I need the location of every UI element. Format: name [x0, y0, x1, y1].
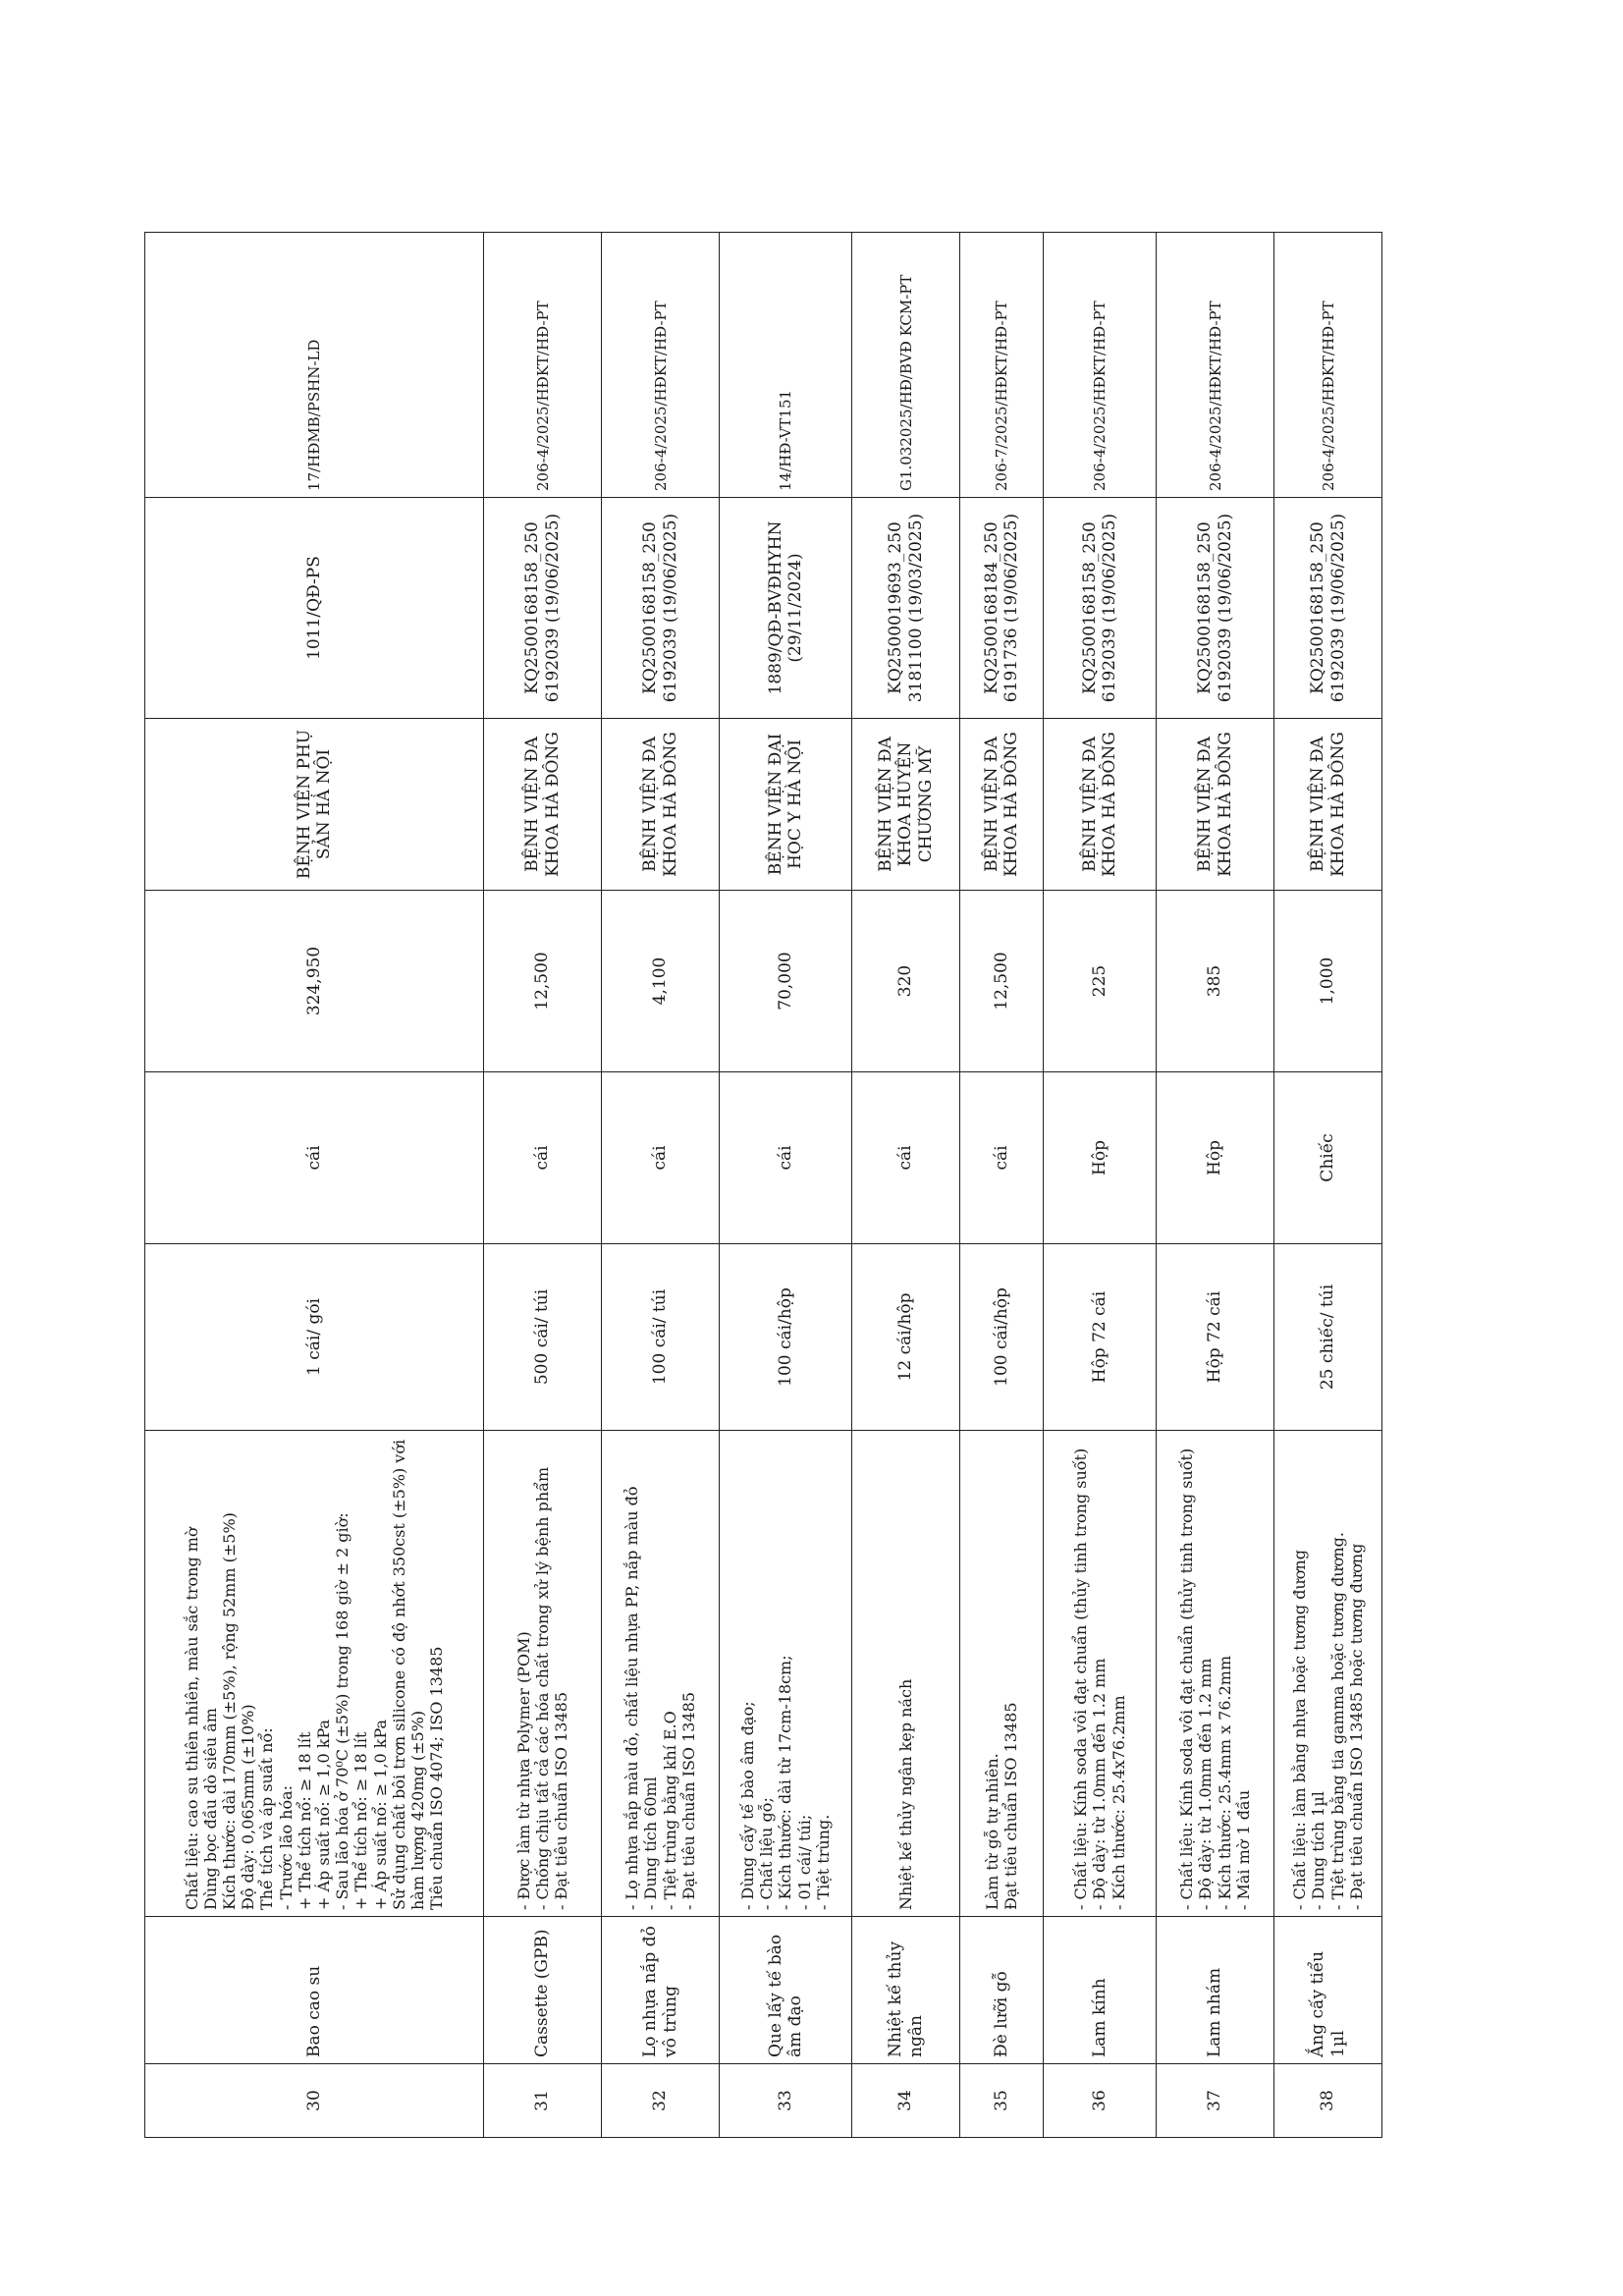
description-line: - Được làm từ nhựa Polymer (POM): [514, 1631, 533, 1910]
description-cell: [960, 1431, 1044, 1917]
hospital-cell: BỆNH VIỆN ĐA KHOA HÀ ĐÔNG: [1044, 719, 1157, 891]
contract-cell: 14/HĐ-VT151: [720, 233, 852, 498]
description-cell: [1274, 1431, 1382, 1917]
description-line: - Mài mờ 1 đầu: [1233, 1789, 1253, 1910]
description-line: + Thể tích nổ: ≥ 18 lít: [352, 1731, 371, 1910]
description-cell: [602, 1431, 720, 1917]
unit-cell: cái: [145, 1072, 484, 1244]
hospital-cell: BỆNH VIỆN PHỤ SẢN HÀ NỘI: [145, 719, 484, 891]
contract-cell: 206-4/2025/HĐKT/HĐ-PT: [1044, 233, 1157, 498]
table-row: [1044, 233, 1157, 2138]
contract-cell: 17/HĐMB/PSHN-LD: [145, 233, 484, 498]
hospital-cell: BỆNH VIỆN ĐA KHOA HÀ ĐÔNG: [1274, 719, 1382, 891]
description-line: - Dùng cấy tế bào âm đạo;: [738, 1701, 758, 1910]
unit-cell: cái: [484, 1072, 602, 1244]
table-row: [484, 233, 602, 2138]
stt-cell: 36: [1044, 2064, 1157, 2138]
packing-cell: 1 cái/ gói: [145, 1244, 484, 1431]
description-line: + Áp suất nổ: ≥ 1,0 kPa: [370, 1719, 390, 1910]
packing-cell: 500 cái/ túi: [484, 1244, 602, 1431]
quantity-cell: 324,950: [145, 891, 484, 1072]
packing-cell: 25 chiếc/ túi: [1274, 1244, 1382, 1431]
description-line: - Độ dày: từ 1.0mm đến 1.2 mm: [1196, 1658, 1216, 1910]
quantity-cell: 12,500: [484, 891, 602, 1072]
packing-cell: 12 cái/hộp: [852, 1244, 960, 1431]
decision-cell: KQ2500168158_250 6192039 (19/06/2025): [484, 498, 602, 719]
hospital-cell: BỆNH VIỆN ĐA KHOA HÀ ĐÔNG: [960, 719, 1044, 891]
packing-cell: Hộp 72 cái: [1044, 1244, 1157, 1431]
table-row: [852, 233, 960, 2138]
product-name-cell: Que lấy tế bào âm đạo: [720, 1917, 852, 2064]
description-line: Đạt tiêu chuẩn ISO 13485: [1001, 1702, 1020, 1910]
decision-cell: KQ2500168184_250 6191736 (19/06/2025): [960, 498, 1044, 719]
hospital-cell: BỆNH VIỆN ĐA KHOA HÀ ĐÔNG: [1157, 719, 1274, 891]
contract-cell: 206-4/2025/HĐKT/HĐ-PT: [602, 233, 720, 498]
table-row: [145, 233, 484, 2138]
unit-cell: cái: [602, 1072, 720, 1244]
decision-cell: KQ2500019693_250 3181100 (19/03/2025): [852, 498, 960, 719]
product-table: [144, 232, 1382, 2138]
table-row: [960, 233, 1044, 2138]
decision-cell: KQ2500168158_250 6192039 (19/06/2025): [1044, 498, 1157, 719]
description-line: - 01 cái/ túi;: [794, 1814, 814, 1910]
product-name-cell: Lam nhám: [1157, 1917, 1274, 2064]
quantity-cell: 1,000: [1274, 891, 1382, 1072]
stt-cell: 37: [1157, 2064, 1274, 2138]
product-name-cell: Ắng cấy tiểu 1µl: [1274, 1917, 1382, 2064]
description-line: - Tiệt trùng bằng tia gamma hoặc tương đương.: [1327, 1532, 1347, 1910]
contract-cell: 206-4/2025/HĐKT/HĐ-PT: [1157, 233, 1274, 498]
table-row: [720, 233, 852, 2138]
stt-cell: 34: [852, 2064, 960, 2138]
description-line: - Đạt tiêu chuẩn ISO 13485 hoặc tương đương: [1346, 1543, 1366, 1910]
decision-cell: KQ2500168158_250 6192039 (19/06/2025): [1274, 498, 1382, 719]
hospital-cell: BỆNH VIỆN ĐA KHOA HUYỆN CHƯƠNG MỸ: [852, 719, 960, 891]
product-name-cell: Lam kính: [1044, 1917, 1157, 2064]
description-line: - Dung tích 1µl: [1309, 1791, 1328, 1910]
description-line: - Chất liệu: Kính soda vôi đạt chuẩn (thủy tinh trong suốt): [1177, 1448, 1197, 1910]
hospital-cell: BỆNH VIỆN ĐA KHOA HÀ ĐÔNG: [484, 719, 602, 891]
stt-cell: 35: [960, 2064, 1044, 2138]
unit-cell: cái: [960, 1072, 1044, 1244]
decision-cell: 1011/QĐ-PS: [145, 498, 484, 719]
hospital-cell: BỆNH VIỆN ĐA KHOA HÀ ĐÔNG: [602, 719, 720, 891]
rotated-table-wrapper: [144, 233, 1401, 2138]
contract-cell: 206-4/2025/HĐKT/HĐ-PT: [484, 233, 602, 498]
unit-cell: cái: [720, 1072, 852, 1244]
decision-cell: KQ2500168158_250 6192039 (19/06/2025): [1157, 498, 1274, 719]
description-line: - Tiệt trùng.: [813, 1814, 833, 1910]
description-line: Kích thước: dài 170mm (±5%), rộng 52mm (±5%): [220, 1512, 240, 1910]
description-line: + Thể tích nổ: ≥ 18 lít: [295, 1731, 314, 1910]
product-name-cell: Lọ nhựa nắp đỏ vô trùng: [602, 1917, 720, 2064]
description-cell: [852, 1431, 960, 1917]
description-line: Làm từ gỗ tự nhiên.: [982, 1753, 1001, 1910]
unit-cell: Chiếc: [1274, 1072, 1382, 1244]
description-cell: [1044, 1431, 1157, 1917]
table-row: [1274, 233, 1382, 2138]
decision-cell: 1889/QĐ-BVĐHYHN (29/11/2024): [720, 498, 852, 719]
unit-cell: Hộp: [1044, 1072, 1157, 1244]
description-line: Sử dụng chất bôi trơn silicone có độ nhớt 350cst (±5%) với hàm lượng 420mg (±5%): [389, 1434, 427, 1910]
table-row: [602, 233, 720, 2138]
description-cell: [720, 1431, 852, 1917]
hospital-cell: BỆNH VIỆN ĐẠI HỌC Y HÀ NỘI: [720, 719, 852, 891]
description-line: Tiêu chuẩn ISO 4074; ISO 13485: [427, 1646, 447, 1910]
packing-cell: 100 cái/ túi: [602, 1244, 720, 1431]
description-line: Thể tích và áp suất nổ:: [257, 1727, 277, 1910]
description-line: Nhiệt kế thủy ngân kẹp nách: [895, 1678, 915, 1910]
description-line: - Độ dày: từ 1.0mm đến 1.2 mm: [1090, 1658, 1109, 1910]
description-line: - Đạt tiêu chuẩn ISO 13485: [678, 1691, 698, 1910]
unit-cell: cái: [852, 1072, 960, 1244]
unit-cell: Hộp: [1157, 1072, 1274, 1244]
description-line: - Đạt tiêu chuẩn ISO 13485: [552, 1691, 571, 1910]
packing-cell: 100 cái/hộp: [960, 1244, 1044, 1431]
description-line: - Kích thước: dài từ 17cm-18cm;: [776, 1655, 795, 1910]
product-name-cell: Nhiệt kế thủy ngân: [852, 1917, 960, 2064]
description-cell: [145, 1431, 484, 1917]
description-line: Độ dày: 0,065mm (±10%): [239, 1704, 258, 1910]
quantity-cell: 385: [1157, 891, 1274, 1072]
contract-cell: 206-4/2025/HĐKT/HĐ-PT: [1274, 233, 1382, 498]
quantity-cell: 12,500: [960, 891, 1044, 1072]
description-line: - Tiệt trùng bằng khí E.O: [660, 1711, 679, 1910]
description-cell: [1157, 1431, 1274, 1917]
stt-cell: 38: [1274, 2064, 1382, 2138]
stt-cell: 30: [145, 2064, 484, 2138]
product-name-cell: Đè lưỡi gỗ: [960, 1917, 1044, 2064]
contract-cell: G1.032025/HĐ/BVĐ KCM-PT: [852, 233, 960, 498]
stt-cell: 33: [720, 2064, 852, 2138]
quantity-cell: 4,100: [602, 891, 720, 1072]
description-line: - Chống chịu tất cả các hóa chất trong xử lý bệnh phẩm: [532, 1466, 552, 1910]
quantity-cell: 225: [1044, 891, 1157, 1072]
description-line: - Chất liệu: Kính soda vôi đạt chuẩn (thủy tinh trong suốt): [1071, 1448, 1091, 1910]
description-line: - Dung tích 60ml: [641, 1777, 661, 1910]
description-line: + Áp suất nổ: ≥ 1,0 kPa: [314, 1719, 333, 1910]
quantity-cell: 320: [852, 891, 960, 1072]
description-cell: [484, 1431, 602, 1917]
table-body: [145, 233, 1382, 2138]
product-name-cell: Cassette (GPB): [484, 1917, 602, 2064]
description-line: - Chất liệu gỗ;: [757, 1797, 777, 1910]
decision-cell: KQ2500168158_250 6192039 (19/06/2025): [602, 498, 720, 719]
quantity-cell: 70,000: [720, 891, 852, 1072]
product-name-cell: Bao cao su: [145, 1917, 484, 2064]
description-line: - Kích thước: 25.4mm x 76.2mm: [1215, 1655, 1234, 1910]
packing-cell: 100 cái/hộp: [720, 1244, 852, 1431]
description-line: - Sau lão hóa ở 70⁰C (±5%) trong 168 giờ ± 2 giờ:: [333, 1512, 352, 1910]
table-row: [1157, 233, 1274, 2138]
stt-cell: 31: [484, 2064, 602, 2138]
description-line: - Lọ nhựa nắp màu đỏ, chất liệu nhựa PP, nắp màu đỏ: [622, 1486, 642, 1910]
description-line: Chất liệu: cao su thiên nhiên, màu sắc trong mờ: [182, 1527, 201, 1910]
description-line: - Chất liệu: làm bằng nhựa hoặc tương đương: [1290, 1550, 1310, 1910]
description-line: - Trước lão hóa:: [276, 1784, 296, 1910]
description-line: Dùng bọc đầu dò siêu âm: [200, 1708, 220, 1910]
description-line: - Kích thước: 25.4x76.2mm: [1109, 1695, 1128, 1910]
stt-cell: 32: [602, 2064, 720, 2138]
packing-cell: Hộp 72 cái: [1157, 1244, 1274, 1431]
contract-cell: 206-7/2025/HĐKT/HĐ-PT: [960, 233, 1044, 498]
